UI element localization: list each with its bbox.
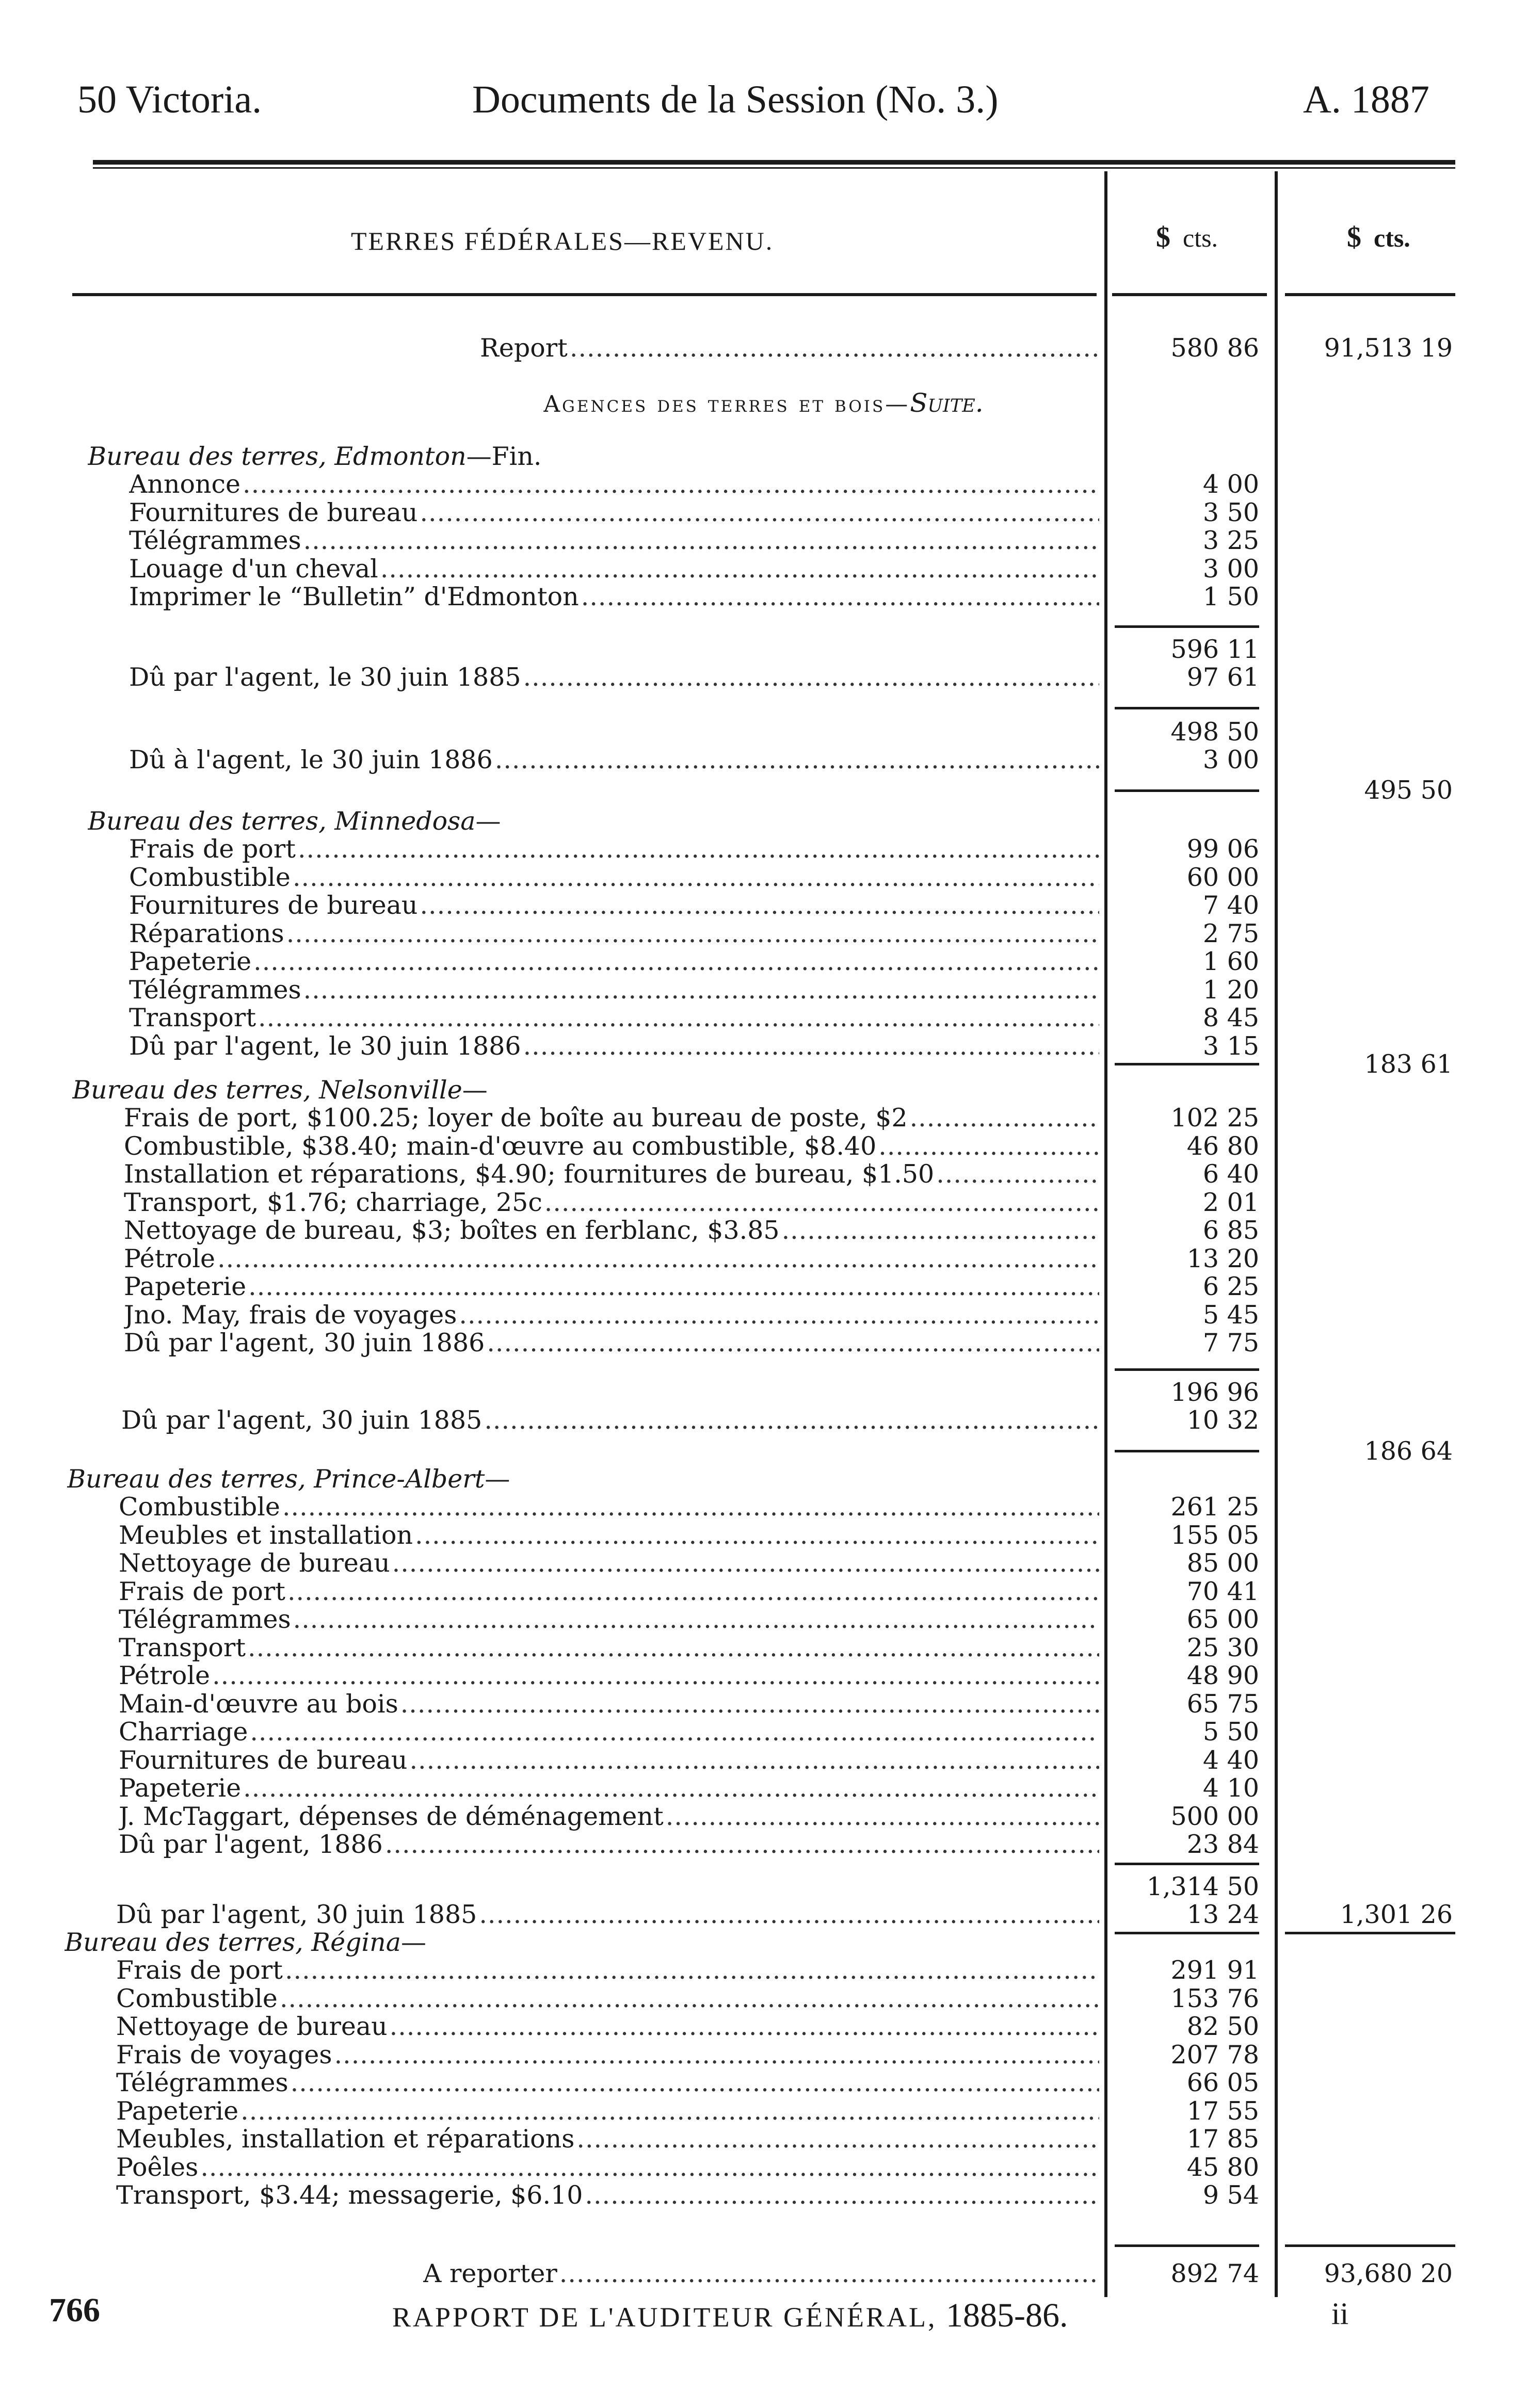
line-item-row [0,1104,1527,1132]
agency-suite: Suite. [910,388,984,418]
line-item-amount: 46 80 [1186,1132,1259,1161]
due-label: Dû par l'agent, le 30 juin 1885 [129,664,521,691]
line-item-row [0,1606,1527,1634]
line-item-amount: 65 75 [1186,1689,1259,1719]
leader-dots [385,1831,1099,1858]
column-head-1 [1156,221,1218,254]
line-item-label: Frais de port [129,835,296,863]
leader-dots [782,1217,1099,1245]
line-item-label: Meubles, installation et réparations [116,2125,575,2153]
line-item-label: Meubles et installation [119,1522,413,1549]
line-item-row [0,1245,1527,1273]
leader-dots [253,948,1099,976]
section-title: Bureau des terres, Prince-Albert [67,1465,485,1493]
line-item-label: Frais de port [119,1578,285,1606]
table-title: TERRES FÉDÉRALES—REVENU. [351,227,774,255]
line-item-label: Combustible, $38.40; main-d'œuvre au combustible, $8.40 [124,1133,877,1160]
line-item-row [0,555,1527,583]
line-item-row [0,1004,1527,1032]
line-item-amount: 5 45 [1202,1300,1259,1330]
line-item-row [0,2097,1527,2125]
header-row-rule [1285,293,1455,296]
line-item-amount: 45 80 [1186,2153,1259,2182]
leader-dots [212,1662,1099,1690]
leader-dots [420,892,1099,919]
line-item-amount: 13 20 [1186,1244,1259,1273]
prince-albert-total: 1,301 26 [1340,1900,1453,1929]
prince-albert-due-by-agent-row [0,1901,1527,1929]
nelsonville-total: 186 64 [1364,1436,1453,1466]
section-suffix: —Fin. [466,443,542,471]
line-item-row [0,1774,1527,1802]
line-item-amount: 7 40 [1202,891,1259,920]
line-item-row [0,499,1527,527]
edmonton-total: 495 50 [1364,775,1453,805]
line-item-row [0,1301,1527,1329]
line-item-row [0,2013,1527,2041]
line-item-amount: 4 10 [1202,1773,1259,1803]
line-item-label: Transport [119,1634,246,1662]
carry-forward-rule [1115,2244,1259,2247]
due-label: Dû par l'agent, 30 juin 1885 [116,1901,477,1929]
leader-dots [243,471,1099,498]
carry-forward-label: A reporter [423,2260,557,2288]
leader-dots [585,2181,1099,2209]
leader-dots [570,334,1099,362]
leader-dots [298,835,1099,863]
line-item-row [0,1634,1527,1662]
leader-dots [282,1493,1099,1521]
line-item-amount: 207 78 [1170,2040,1259,2070]
prince-albert-subtotal-row [0,1873,1527,1901]
leader-dots [559,2260,1099,2288]
line-item-label: Frais de voyages [116,2041,332,2069]
section-title: Bureau des terres, Régina [65,1929,401,1957]
line-item-amount: 1 50 [1202,582,1259,611]
line-item-amount: 85 00 [1186,1548,1259,1578]
line-item-row [0,583,1527,611]
subtotal-rule [1115,625,1259,628]
leader-dots [487,1329,1099,1357]
leader-dots [217,1245,1099,1273]
cents-label: cts. [1183,223,1218,252]
line-item-amount: 9 54 [1202,2180,1259,2210]
line-item-row [0,1831,1527,1858]
line-item-label: Combustible [116,1985,278,2013]
leader-dots [240,2097,1099,2125]
leader-dots [479,1901,1099,1929]
line-item-label: Nettoyage de bureau [119,1549,390,1577]
leader-dots [523,664,1099,691]
line-item-amount: 155 05 [1170,1521,1259,1550]
line-item-label: Fournitures de bureau [119,1747,408,1774]
leader-dots [243,1774,1099,1802]
leader-dots [380,555,1099,583]
header-rule-thick [93,160,1455,165]
line-item-label: Transport, $3.44; messagerie, $6.10 [116,2181,583,2209]
section-title: Bureau des terres, Nelsonville [72,1076,462,1104]
line-item-label: Frais de port [116,1957,283,1984]
edmonton-total-row [0,777,1527,804]
line-item-row [0,1189,1527,1217]
line-item-row [0,1718,1527,1746]
line-item-label: Combustible [129,864,291,892]
nelsonville-total-row [0,1437,1527,1465]
line-item-label: Imprimer le “Bulletin” d'Edmonton [129,583,579,611]
prince-albert-due-by-agent-amount: 13 24 [1186,1900,1259,1929]
report-amount-2: 91,513 19 [1324,333,1453,363]
footer-report-title [392,2296,1068,2335]
subtotal-rule [1115,1368,1259,1371]
leader-dots [878,1133,1099,1160]
line-item-label: Fournitures de bureau [129,499,418,527]
line-item-amount: 6 25 [1202,1272,1259,1301]
line-item-amount: 2 01 [1202,1188,1259,1217]
line-item-amount: 3 50 [1202,498,1259,527]
line-item-row [0,864,1527,892]
leader-dots [459,1301,1099,1329]
leader-dots [250,1718,1099,1746]
subtotal-rule [1115,707,1259,709]
line-item-label: Papeterie [119,1774,242,1802]
line-item-row [0,1747,1527,1774]
column-head-2 [1347,221,1410,254]
line-item-amount: 82 50 [1186,2012,1259,2041]
section-suffix: — [475,807,501,835]
line-item-label: Poêles [116,2154,199,2181]
nelsonville-subtotal: 196 96 [1170,1378,1259,1407]
line-item-amount: 4 40 [1202,1746,1259,1775]
line-item-label: Nettoyage de bureau, $3; boîtes en ferblanc, $3.85 [124,1217,780,1245]
line-item-amount: 1 60 [1202,947,1259,976]
line-item-row [0,1662,1527,1690]
line-item-label: Télégrammes [119,1606,291,1634]
dollar-sign: $ [1156,221,1170,253]
line-item-label: Louage d'un cheval [129,555,378,583]
header-rule-thin [93,167,1455,169]
carry-forward-row [0,2260,1527,2288]
edmonton-due-to-agent-row [0,746,1527,774]
line-item-row [0,1273,1527,1301]
section-suffix: — [400,1929,426,1957]
leader-dots [666,1803,1099,1831]
line-item-label: Frais de port, $100.25; loyer de boîte au bureau de poste, $2 [124,1104,908,1132]
section-heading-edmonton [0,443,1527,471]
line-item-row [0,2154,1527,2181]
report-title: RAPPORT DE L'AUDITEUR GÉNÉRAL, [392,2302,937,2333]
line-item-row [0,1160,1527,1188]
leader-dots [576,2125,1099,2153]
line-item-amount: 60 00 [1186,863,1259,892]
header-year: A. 1887 [1303,78,1429,121]
line-item-row [0,1133,1527,1160]
minnedosa-total: 183 61 [1364,1049,1453,1079]
line-item-amount: 153 76 [1170,1984,1259,2013]
line-item-row [0,1957,1527,1984]
line-item-amount: 1 20 [1202,975,1259,1005]
line-item-row [0,1549,1527,1577]
agency-heading [0,388,1527,418]
edmonton-subtotal2-row [0,718,1527,746]
line-item-label: Pétrole [119,1662,211,1690]
line-item-amount: 70 41 [1186,1577,1259,1606]
page-number: 766 [49,2291,100,2329]
leader-dots [495,746,1099,774]
leader-dots [291,2069,1099,2097]
line-item-row [0,1522,1527,1549]
leader-dots [910,1104,1099,1132]
line-item-row [0,527,1527,555]
line-item-row [0,1578,1527,1606]
leader-dots [936,1160,1099,1188]
leader-dots [334,2041,1099,2069]
line-item-amount: 48 90 [1186,1661,1259,1690]
line-item-label: Télégrammes [129,527,301,555]
leader-dots [286,920,1099,948]
line-item-row [0,1217,1527,1245]
section-title: Bureau des terres, Edmonton [88,443,467,471]
edmonton-due-by-agent-row [0,664,1527,691]
leader-dots [258,1004,1099,1032]
header-document-title: Documents de la Session (No. 3.) [472,78,999,121]
leader-dots [420,499,1099,527]
leader-dots [409,1747,1099,1774]
leader-dots [415,1522,1099,1549]
line-item-amount: 500 00 [1170,1802,1259,1831]
edmonton-subtotal: 596 11 [1170,635,1259,664]
line-item-row [0,1493,1527,1521]
leader-dots [484,1407,1099,1434]
carry-forward-amount-2: 93,680 20 [1324,2259,1453,2288]
edmonton-due-to-agent-amount: 3 00 [1202,745,1259,774]
edmonton-subtotal-row [0,636,1527,664]
line-item-row [0,1690,1527,1718]
agency-title: Agences des terres et bois— [543,391,910,417]
due-label: Dû par l'agent, 30 juin 1885 [121,1407,483,1434]
line-item-amount: 2 75 [1202,919,1259,948]
line-item-amount: 3 00 [1202,554,1259,584]
line-item-label: J. McTaggart, dépenses de déménagement [119,1803,664,1831]
line-item-row [0,471,1527,498]
line-item-amount: 25 30 [1186,1633,1259,1662]
line-item-row [0,1985,1527,2013]
edmonton-due-by-agent-amount: 97 61 [1186,662,1259,692]
line-item-amount: 3 25 [1202,526,1259,555]
leader-dots [285,1957,1099,1984]
line-item-row [0,976,1527,1004]
leader-dots [200,2154,1099,2181]
section-suffix: — [485,1465,510,1493]
line-item-label: Installation et réparations, $4.90; fournitures de bureau, $1.50 [124,1160,935,1188]
line-item-row [0,2125,1527,2153]
line-item-label: Télégrammes [116,2069,288,2097]
line-item-amount: 5 50 [1202,1717,1259,1747]
line-item-label: Papeterie [129,948,252,976]
line-item-label: Réparations [129,920,284,948]
report-year: 1885-86. [945,2297,1068,2334]
line-item-label: Dû par l'agent, 30 juin 1886 [124,1329,485,1357]
line-item-amount: 291 91 [1170,1956,1259,1985]
minnedosa-total-row [0,1051,1527,1078]
leader-dots [287,1578,1099,1606]
header-session-year: 50 Victoria. [77,78,262,121]
line-item-amount: 17 85 [1186,2124,1259,2154]
section-title: Bureau des terres, Minnedosa [88,807,476,835]
leader-dots [544,1189,1099,1217]
leader-dots [248,1273,1099,1301]
leader-dots [303,976,1099,1004]
line-item-label: Jno. May, frais de voyages [124,1301,457,1329]
line-item-label: Transport, $1.76; charriage, 25c [124,1189,542,1217]
nelsonville-due-by-agent-row [0,1407,1527,1434]
section-suffix: — [462,1076,488,1104]
report-row [0,334,1527,362]
line-item-row [0,948,1527,976]
line-item-amount: 65 00 [1186,1605,1259,1634]
line-item-label: Dû par l'agent, 1886 [119,1831,383,1858]
line-item-label: Annonce [129,471,241,498]
leader-dots [280,1985,1099,2013]
report-amount-1: 580 86 [1170,333,1259,363]
header-row-rule [1112,293,1267,296]
line-item-amount: 8 45 [1202,1003,1259,1032]
line-item-amount: 6 85 [1202,1216,1259,1245]
cents-label: cts. [1374,223,1410,252]
subtotal-rule [1115,1863,1259,1865]
line-item-label: Fournitures de bureau [129,892,418,919]
line-item-label: Charriage [119,1718,248,1746]
line-item-label: Télégrammes [129,976,301,1004]
nelsonville-subtotal-row [0,1379,1527,1407]
line-item-label: Main-d'œuvre au bois [119,1690,398,1718]
line-item-amount: 23 84 [1186,1830,1259,1859]
line-item-label: Transport [129,1004,256,1032]
line-item-amount: 3 15 [1202,1031,1259,1061]
edmonton-subtotal-2: 498 50 [1170,717,1259,747]
leader-dots [392,1549,1099,1577]
line-item-label: Dû par l'agent, le 30 juin 1886 [129,1032,521,1060]
carry-forward-rule [1285,2244,1455,2247]
nelsonville-due-by-agent-amount: 10 32 [1186,1405,1259,1435]
leader-dots [400,1690,1099,1718]
section-heading-minnedosa [0,807,1527,835]
report-label: Report [480,334,568,362]
line-item-row [0,2181,1527,2209]
line-item-row [0,2069,1527,2097]
line-item-label: Combustible [119,1493,280,1521]
line-item-amount: 7 75 [1202,1328,1259,1357]
line-item-amount: 4 00 [1202,470,1259,499]
line-item-label: Nettoyage de bureau [116,2013,388,2041]
line-item-amount: 261 25 [1170,1492,1259,1522]
due-label: Dû à l'agent, le 30 juin 1886 [129,746,493,774]
line-item-row [0,1329,1527,1357]
carry-forward-amount-1: 892 74 [1170,2259,1259,2288]
line-item-label: Pétrole [124,1245,216,1273]
leader-dots [581,583,1099,611]
section-heading-prince-albert [0,1465,1527,1493]
header-row-rule [72,293,1097,296]
leader-dots [303,527,1099,555]
line-item-amount: 99 06 [1186,834,1259,864]
leader-dots [293,864,1099,892]
leader-dots [390,2013,1099,2041]
line-item-row [0,892,1527,919]
dollar-sign: $ [1347,221,1361,253]
line-item-amount: 17 55 [1186,2096,1259,2126]
line-item-label: Papeterie [116,2097,239,2125]
leader-dots [248,1634,1099,1662]
line-item-amount: 6 40 [1202,1159,1259,1189]
line-item-amount: 102 25 [1170,1103,1259,1133]
volume-number: ii [1331,2297,1349,2331]
leader-dots [293,1606,1099,1634]
line-item-row [0,2041,1527,2069]
line-item-label: Papeterie [124,1273,247,1301]
section-heading-regina [0,1929,1527,1957]
section-heading-nelsonville [0,1076,1527,1104]
line-item-row [0,1803,1527,1831]
line-item-row [0,920,1527,948]
line-item-row [0,835,1527,863]
prince-albert-subtotal: 1,314 50 [1146,1872,1259,1901]
line-item-amount: 66 05 [1186,2068,1259,2097]
